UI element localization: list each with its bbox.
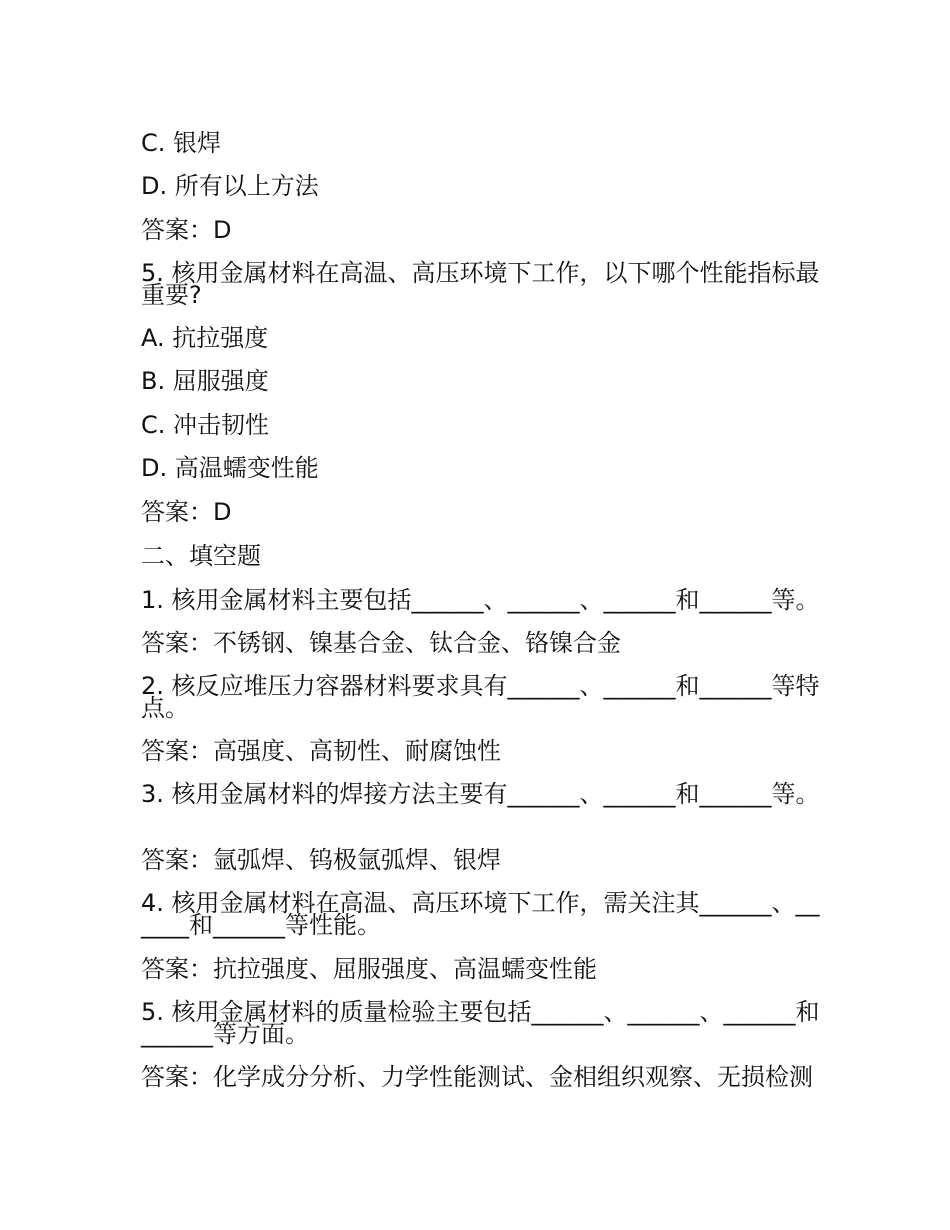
option-d-all-methods: D. 所有以上方法 (141, 172, 319, 200)
option-d: D. 高温蠕变性能 (141, 454, 319, 482)
fill-question-2: 2. 核反应堆压力容器材料要求具有______、______和______等特点。 (141, 672, 820, 722)
fill-question-1: 1. 核用金属材料主要包括______、______、______和______等。 (141, 586, 820, 614)
fill-question-5: 5. 核用金属材料的质量检验主要包括______、______、______和______等方面。 (141, 998, 820, 1048)
answer-line: 答案：D (141, 498, 232, 526)
answer-line: 答案：D (141, 216, 232, 244)
fill-question-3: 3. 核用金属材料的焊接方法主要有______、______和______等。 (141, 780, 820, 808)
answer-line: 答案：不锈钢、镍基合金、钛合金、铬镍合金 (141, 629, 621, 657)
question-5: 5. 核用金属材料在高温、高压环境下工作，以下哪个性能指标最重要? (141, 259, 820, 309)
option-c-silver-welding: C. 银焊 (141, 129, 222, 157)
answer-line: 答案：高强度、高韧性、耐腐蚀性 (141, 737, 501, 765)
answer-line: 答案：抗拉强度、屈服强度、高温蠕变性能 (141, 955, 597, 983)
option-b: B. 屈服强度 (141, 367, 269, 395)
answer-line: 答案：化学成分分析、力学性能测试、金相组织观察、无损检测 (141, 1063, 813, 1091)
option-c: C. 冲击韧性 (141, 411, 270, 439)
section-heading: 二、填空题 (141, 542, 261, 570)
fill-question-4: 4. 核用金属材料在高温、高压环境下工作，需关注其______、______和______等性能。 (141, 889, 820, 939)
answer-line: 答案：氩弧焊、钨极氩弧焊、银焊 (141, 846, 501, 874)
option-a: A. 抗拉强度 (141, 324, 269, 352)
